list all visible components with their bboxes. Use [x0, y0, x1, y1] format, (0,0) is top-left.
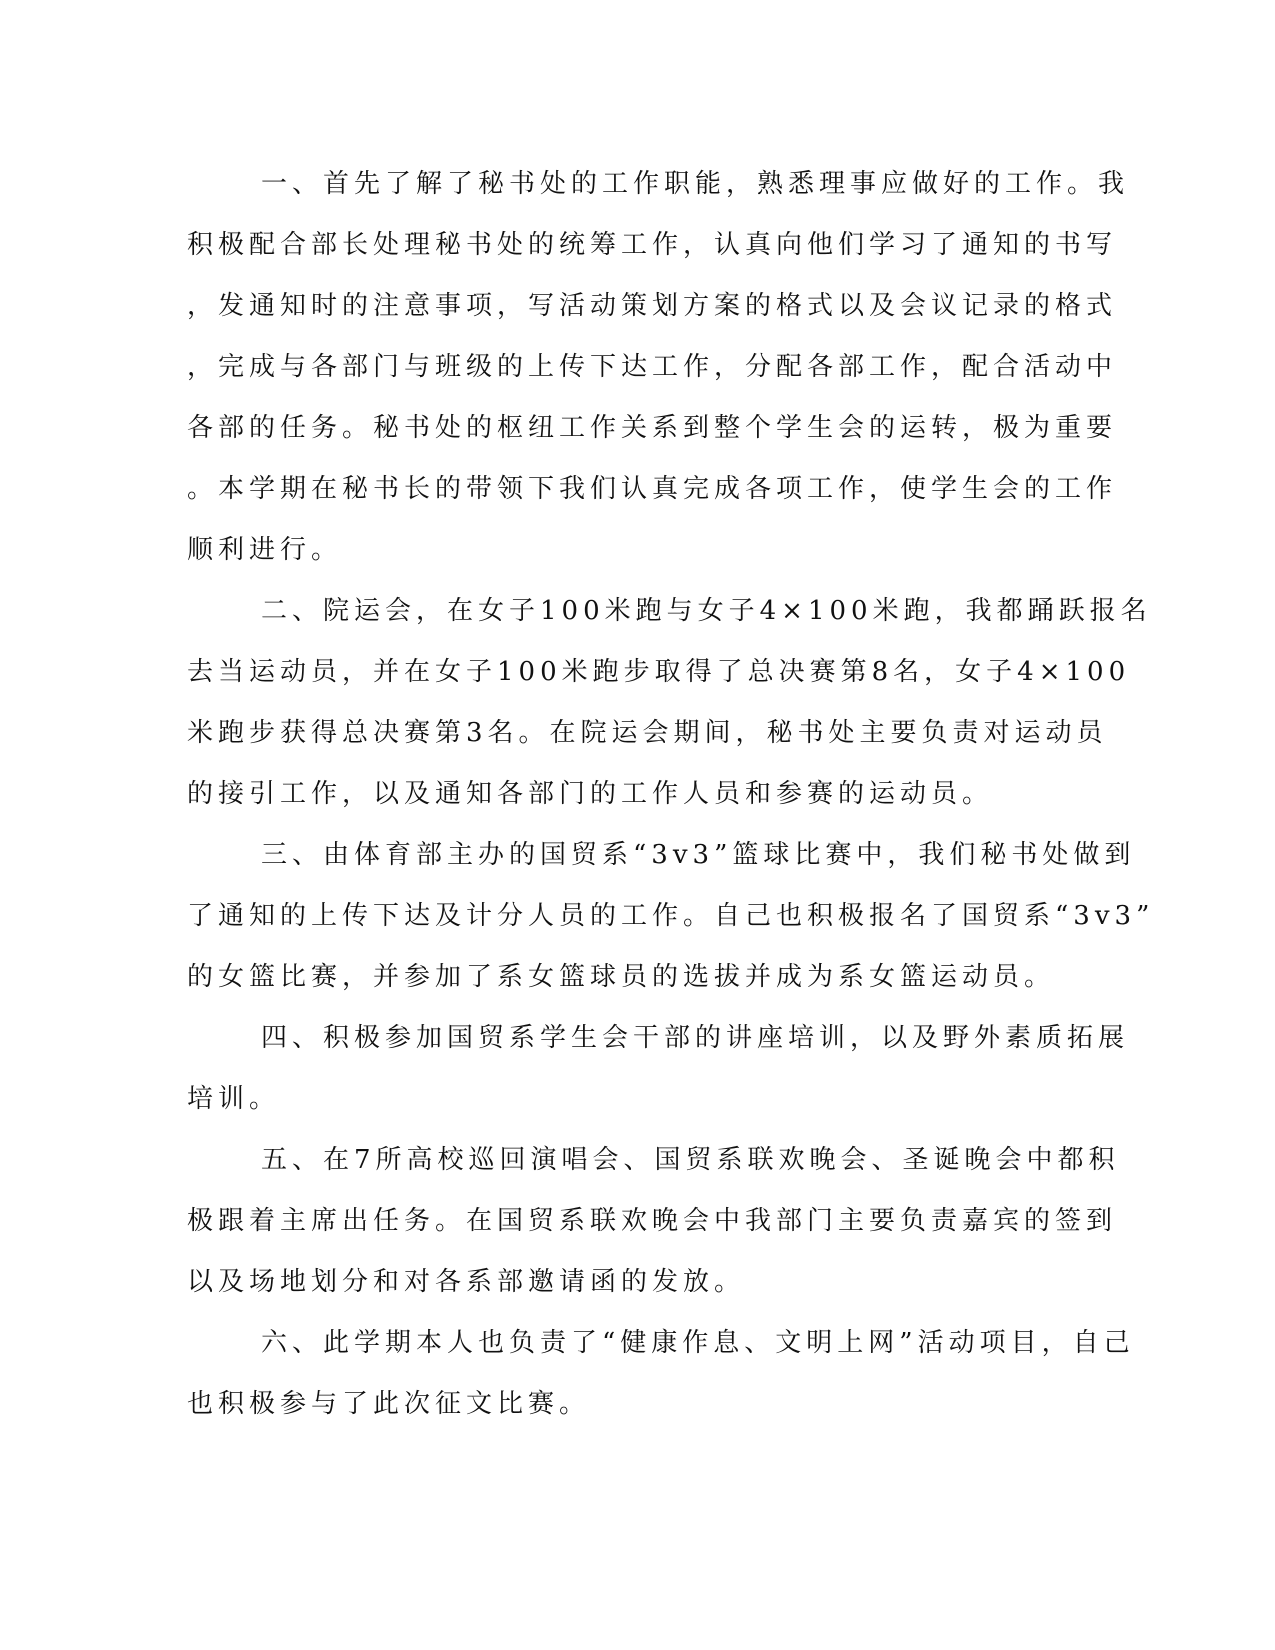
text-line: ，完成与各部门与班级的上传下达工作，分配各部工作，配合活动中: [187, 352, 1118, 382]
text-line: 顺利进行。: [187, 535, 343, 565]
paragraph-6: [187, 1323, 1135, 1445]
paragraph-1: [187, 164, 1130, 591]
text-line: 也积极参与了此次征文比赛。: [187, 1389, 591, 1419]
text-line: 五、在7所高校巡回演唱会、国贸系联欢晚会、圣诞晚会中都积: [261, 1145, 1120, 1175]
text-line: 米跑步获得总决赛第3名。在院运会期间，秘书处主要负责对运动员: [187, 718, 1108, 748]
text-line: 。本学期在秘书长的带领下我们认真完成各项工作，使学生会的工作: [187, 474, 1118, 504]
paragraph-5: [187, 1140, 1120, 1323]
text-line: 了通知的上传下达及计分人员的工作。自己也积极报名了国贸系“3v3”: [187, 901, 1155, 931]
text-line: 各部的任务。秘书处的枢纽工作关系到整个学生会的运转，极为重要: [187, 413, 1118, 443]
text-line: 一、首先了解了秘书处的工作职能，熟悉理事应做好的工作。我: [261, 169, 1130, 199]
text-line: 极跟着主席出任务。在国贸系联欢晚会中我部门主要负责嘉宾的签到: [187, 1206, 1118, 1236]
text-line: 的接引工作，以及通知各部门的工作人员和参赛的运动员。: [187, 779, 994, 809]
text-line: 积极配合部长处理秘书处的统筹工作，认真向他们学习了通知的书写: [187, 230, 1118, 260]
text-line: 三、由体育部主办的国贸系“3v3”篮球比赛中，我们秘书处做到: [261, 840, 1136, 870]
document-body: [187, 164, 1155, 1445]
text-line: 二、院运会，在女子100米跑与女子4×100米跑，我都踊跃报名: [261, 596, 1152, 626]
text-line: 六、此学期本人也负责了“健康作息、文明上网”活动项目，自己: [261, 1328, 1135, 1358]
paragraph-3: [187, 835, 1155, 1018]
paragraph-4: [187, 1018, 1130, 1140]
paragraph-2: [187, 591, 1152, 835]
text-line: 培训。: [187, 1084, 281, 1114]
text-line: ，发通知时的注意事项，写活动策划方案的格式以及会议记录的格式: [187, 291, 1118, 321]
text-line: 四、积极参加国贸系学生会干部的讲座培训，以及野外素质拓展: [261, 1023, 1130, 1053]
text-line: 的女篮比赛，并参加了系女篮球员的选拔并成为系女篮运动员。: [187, 962, 1056, 992]
text-line: 去当运动员，并在女子100米跑步取得了总决赛第8名，女子4×100: [187, 657, 1131, 687]
text-line: 以及场地划分和对各系部邀请函的发放。: [187, 1267, 746, 1297]
